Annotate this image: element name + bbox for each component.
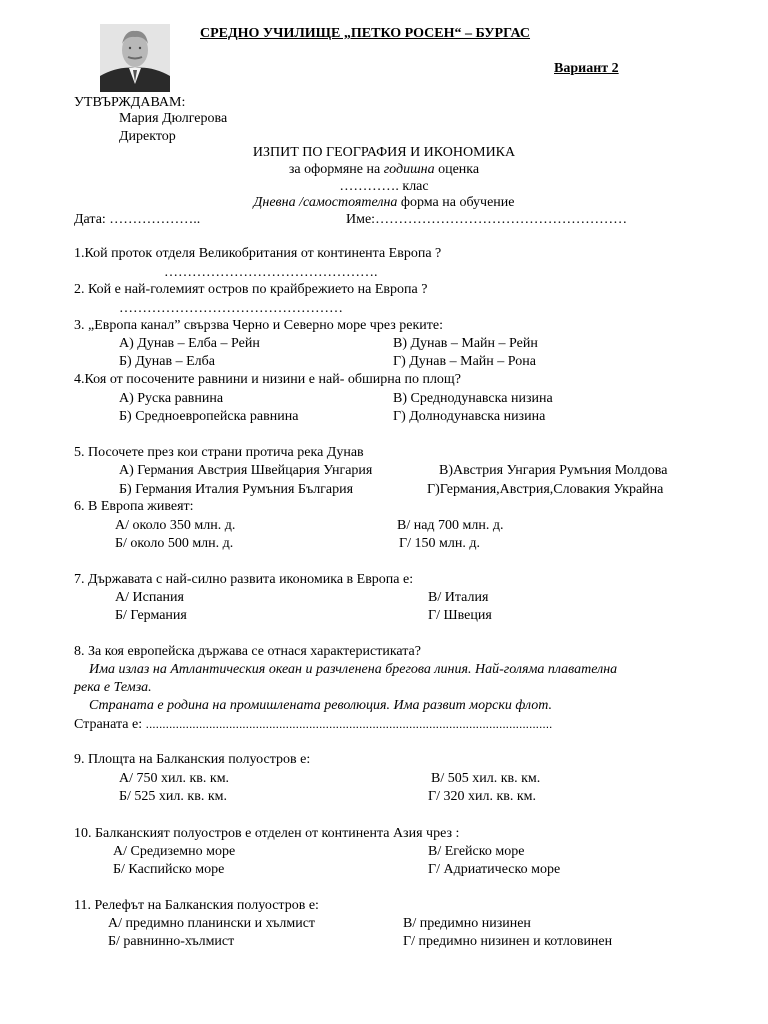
approver-name: Мария Дюлгерова bbox=[119, 111, 228, 126]
approver-role: Директор bbox=[119, 129, 176, 144]
option-11a: А/ предимно планински и хълмист bbox=[108, 916, 316, 931]
education-form bbox=[0, 194, 768, 212]
variant-label: Вариант 2 bbox=[554, 61, 619, 76]
option-3g: Г) Дунав – Майн – Рона bbox=[393, 354, 536, 369]
question-8: 8. За коя европейска държава се отнася характеристиката? bbox=[74, 644, 421, 659]
class-line: …………. клас bbox=[339, 179, 429, 194]
exam-title: ИЗПИТ ПО ГЕОГРАФИЯ И ИКОНОМИКА bbox=[252, 145, 516, 160]
answer-dots-8: .......................................................................................................................... bbox=[145, 717, 553, 731]
date-field: Дата: ……………….. bbox=[74, 212, 201, 227]
option-7v: В/ Италия bbox=[428, 590, 489, 605]
option-7a: А/ Испания bbox=[115, 590, 184, 605]
option-3v: В) Дунав – Майн – Рейн bbox=[393, 336, 538, 351]
portrait-image bbox=[100, 24, 170, 92]
answer-line-8 bbox=[74, 715, 552, 734]
option-11g: Г/ предимно низинен и котловинен bbox=[403, 934, 613, 949]
name-field: Име:……………………………………………… bbox=[346, 212, 628, 227]
option-5a: А) Германия Австрия Швейцария Унгария bbox=[119, 463, 373, 478]
answer-blank-2: ………………………………………… bbox=[119, 301, 343, 316]
option-10g: Г/ Адриатическо море bbox=[428, 862, 561, 877]
option-7b: Б/ Германия bbox=[115, 608, 187, 623]
option-4v: В) Среднодунавска низина bbox=[393, 391, 553, 406]
purpose-suffix: оценка bbox=[434, 162, 480, 177]
option-9a: А/ 750 хил. кв. км. bbox=[119, 771, 230, 786]
question-2: 2. Кой е най-големият остров по крайбрежието на Европа ? bbox=[74, 282, 428, 297]
question-11: 11. Релефът на Балканския полуостров е: bbox=[74, 898, 319, 913]
option-3b: Б) Дунав – Елба bbox=[119, 354, 215, 369]
option-3a: А) Дунав – Елба – Рейн bbox=[119, 336, 260, 351]
question-10: 10. Балканският полуостров е отделен от континента Азия чрез : bbox=[74, 826, 460, 841]
option-11b: Б/ равнинно-хълмист bbox=[108, 934, 235, 949]
form-suffix: форма на обучение bbox=[397, 195, 515, 210]
question-8-description-3: Страната е родина на промишлената революция. Има развит морски флот. bbox=[89, 698, 553, 713]
option-9b: Б/ 525 хил. кв. км. bbox=[119, 789, 227, 804]
purpose-prefix: за оформяне на bbox=[288, 162, 384, 177]
option-6v: В/ над 700 млн. д. bbox=[397, 518, 504, 533]
question-9: 9. Площта на Балканския полуостров е: bbox=[74, 752, 311, 767]
answer-blank-1: ………………………………………. bbox=[164, 265, 378, 280]
option-9g: Г/ 320 хил. кв. км. bbox=[428, 789, 537, 804]
option-4b: Б) Средноевропейска равнина bbox=[119, 409, 299, 424]
school-name: СРЕДНО УЧИЛИЩЕ „ПЕТКО РОСЕН“ – БУРГАС bbox=[200, 26, 531, 41]
option-11v: В/ предимно низинен bbox=[403, 916, 531, 931]
option-5v: В)Австрия Унгария Румъния Молдова bbox=[439, 463, 668, 478]
option-6b: Б/ около 500 млн. д. bbox=[115, 536, 234, 551]
answer-label-8: Страната е: bbox=[74, 717, 146, 732]
option-9v: В/ 505 хил. кв. км. bbox=[431, 771, 541, 786]
question-1: 1.Кой проток отделя Великобритания от континента Европа ? bbox=[74, 246, 442, 261]
option-7g: Г/ Швеция bbox=[428, 608, 492, 623]
option-6a: А/ около 350 млн. д. bbox=[115, 518, 236, 533]
question-6: 6. В Европа живеят: bbox=[74, 499, 194, 514]
question-7: 7. Държавата с най-силно развита икономика в Европа е: bbox=[74, 572, 414, 587]
purpose-italic: годишна bbox=[383, 162, 435, 177]
question-4: 4.Коя от посочените равнини и низини е най- обширна по площ? bbox=[74, 372, 461, 387]
option-6g: Г/ 150 млн. д. bbox=[399, 536, 480, 551]
question-8-description-1: Има излаз на Атлантическия океан и разчленена брегова линия. Най-голяма плавателна bbox=[89, 662, 618, 677]
option-5b: Б) Германия Италия Румъния България bbox=[119, 482, 354, 497]
option-10b: Б/ Каспийско море bbox=[113, 862, 225, 877]
question-8-description-2: река е Темза. bbox=[74, 680, 152, 695]
founder-portrait bbox=[100, 24, 170, 92]
option-10a: А/ Средиземно море bbox=[113, 844, 236, 859]
question-3: 3. „Европа канал” свързва Черно и Северно море чрез реките: bbox=[74, 318, 443, 333]
option-10v: В/ Егейско море bbox=[428, 844, 525, 859]
approve-label: УТВЪРЖДАВАМ: bbox=[74, 95, 186, 110]
question-5: 5. Посочете през кои страни протича река Дунав bbox=[74, 445, 364, 460]
form-italic: Дневна /самостоятелна bbox=[253, 195, 398, 210]
exam-purpose bbox=[0, 161, 768, 179]
option-4a: А) Руска равнина bbox=[119, 391, 224, 406]
option-4g: Г) Долнодунавска низина bbox=[393, 409, 546, 424]
option-5g: Г)Германия,Австрия,Словакия Украйна bbox=[427, 482, 664, 497]
